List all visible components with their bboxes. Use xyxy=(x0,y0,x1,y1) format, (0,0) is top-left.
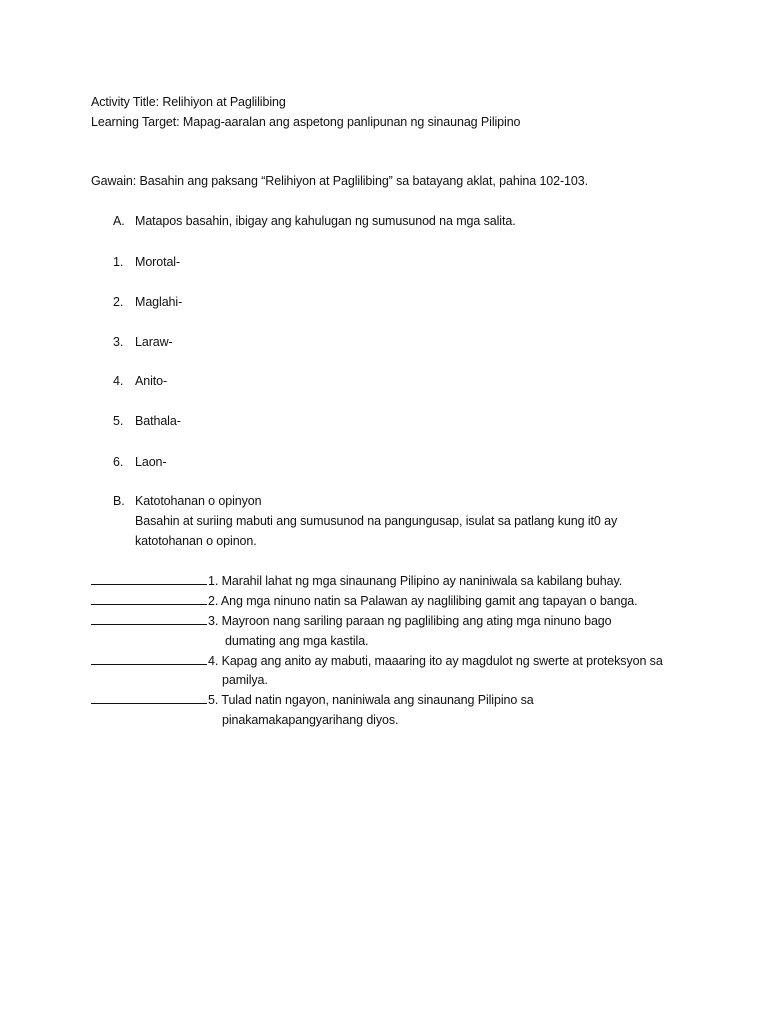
statement-text: 3. Mayroon nang sariling paraan ng paglilibing ang ating mga ninuno bago xyxy=(208,614,612,628)
learning-target: Learning Target: Mapag-aaralan ang aspetong panlipunan ng sinaunag Pilipino xyxy=(91,115,521,129)
section-a-heading xyxy=(113,213,516,229)
item-number: 4. xyxy=(113,374,124,388)
statement-text: 5. Tulad natin ngayon, naniniwala ang sinaunang Pilipino sa xyxy=(208,693,534,707)
term-label: Laon- xyxy=(135,455,167,469)
answer-blank[interactable] xyxy=(91,653,207,665)
list-item xyxy=(113,254,180,270)
statement-continuation: pinakamakapangyarihang diyos. xyxy=(222,713,399,727)
gawain-instruction: Gawain: Basahin ang paksang “Relihiyon at Paglilibing” sa batayang aklat, pahina 102-103. xyxy=(91,174,588,188)
statement-row xyxy=(91,692,534,708)
term-label: Laraw- xyxy=(135,335,173,349)
section-a-marker: A. xyxy=(113,214,125,228)
item-number: 1. xyxy=(113,255,124,269)
answer-blank[interactable] xyxy=(91,613,207,625)
answer-blank[interactable] xyxy=(91,573,207,585)
section-a-instruction: Matapos basahin, ibigay ang kahulugan ng sumusunod na mga salita. xyxy=(135,214,516,228)
term-label: Morotal- xyxy=(135,255,181,269)
section-b-instruction-2: katotohanan o opinon. xyxy=(135,534,257,548)
item-number: 2. xyxy=(113,295,124,309)
item-number: 6. xyxy=(113,455,124,469)
statement-row xyxy=(91,613,612,629)
statement-row xyxy=(91,593,638,609)
statement-text: 1. Marahil lahat ng mga sinaunang Pilipino ay naniniwala sa kabilang buhay. xyxy=(208,574,623,588)
activity-title: Activity Title: Relihiyon at Paglilibing xyxy=(91,95,286,109)
item-number: 5. xyxy=(113,414,124,428)
term-label: Bathala- xyxy=(135,414,181,428)
answer-blank[interactable] xyxy=(91,692,207,704)
list-item xyxy=(113,413,181,429)
statement-continuation: dumating ang mga kastila. xyxy=(225,634,369,648)
list-item xyxy=(113,454,166,470)
statement-row xyxy=(91,573,622,589)
answer-blank[interactable] xyxy=(91,593,207,605)
section-b-instruction-1: Basahin at suriing mabuti ang sumusunod na pangungusap, isulat sa patlang kung it0 ay xyxy=(135,514,618,528)
section-b-title: Katotohanan o opinyon xyxy=(135,494,262,508)
section-b-heading xyxy=(113,493,261,509)
list-item xyxy=(113,373,167,389)
list-item xyxy=(113,334,173,350)
statement-text: 2. Ang mga ninuno natin sa Palawan ay naglilibing gamit ang tapayan o banga. xyxy=(208,594,638,608)
list-item xyxy=(113,294,182,310)
statement-continuation: pamilya. xyxy=(222,673,268,687)
statement-row xyxy=(91,653,663,669)
term-label: Anito- xyxy=(135,374,168,388)
term-label: Maglahi- xyxy=(135,295,183,309)
statement-text: 4. Kapag ang anito ay mabuti, maaaring ito ay magdulot ng swerte at proteksyon sa xyxy=(208,654,663,668)
item-number: 3. xyxy=(113,335,124,349)
section-b-marker: B. xyxy=(113,494,125,508)
